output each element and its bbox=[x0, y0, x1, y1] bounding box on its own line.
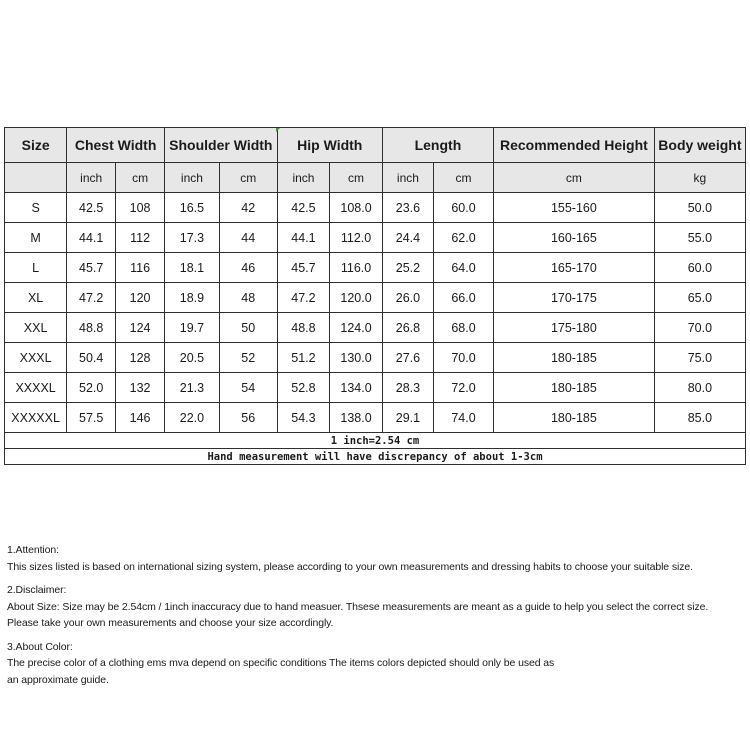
value-cell: 21.3 bbox=[165, 373, 220, 403]
value-cell: 134.0 bbox=[330, 373, 383, 403]
col-header-body-weight: Body weight bbox=[654, 128, 745, 163]
note-line: About Size: Size may be 2.54cm / 1inch inaccuracy due to hand measuer. Thsese measurements are meant as a guide to help you select the correct size. bbox=[7, 600, 709, 613]
table-row bbox=[5, 343, 746, 373]
value-cell: 55.0 bbox=[654, 223, 745, 253]
value-cell: 22.0 bbox=[165, 403, 220, 433]
green-cell-marker-icon bbox=[276, 128, 280, 132]
value-cell: 48.8 bbox=[277, 313, 330, 343]
value-cell: 29.1 bbox=[382, 403, 433, 433]
value-cell: 52.8 bbox=[277, 373, 330, 403]
value-cell: 20.5 bbox=[165, 343, 220, 373]
note-heading: 3.About Color: bbox=[7, 640, 73, 653]
value-cell: 48 bbox=[219, 283, 277, 313]
value-cell: 130.0 bbox=[330, 343, 383, 373]
value-cell: 50.4 bbox=[67, 343, 116, 373]
size-cell: XXXXXL bbox=[5, 403, 67, 433]
value-cell: 124 bbox=[116, 313, 165, 343]
value-cell: 54 bbox=[219, 373, 277, 403]
value-cell: 44 bbox=[219, 223, 277, 253]
value-cell: 155-160 bbox=[494, 193, 655, 223]
unit-header-height-cm: cm bbox=[494, 163, 655, 193]
notes-block bbox=[7, 542, 749, 695]
note-heading: 2.Disclaimer: bbox=[7, 584, 67, 596]
unit-header-weight-kg: kg bbox=[654, 163, 745, 193]
value-cell: 18.9 bbox=[165, 283, 220, 313]
value-cell: 132 bbox=[116, 373, 165, 403]
value-cell: 42.5 bbox=[277, 193, 330, 223]
conversion-note-row bbox=[5, 433, 746, 449]
value-cell: 62.0 bbox=[433, 223, 493, 253]
unit-header-empty bbox=[5, 163, 67, 193]
value-cell: 42 bbox=[219, 193, 277, 223]
col-header-hip-width: Hip Width bbox=[277, 128, 382, 163]
value-cell: 52 bbox=[219, 343, 277, 373]
value-cell: 28.3 bbox=[382, 373, 433, 403]
value-cell: 26.8 bbox=[382, 313, 433, 343]
col-header-length: Length bbox=[382, 128, 493, 163]
unit-header-shoulder-inch: inch bbox=[165, 163, 220, 193]
value-cell: 68.0 bbox=[433, 313, 493, 343]
value-cell: 180-185 bbox=[494, 343, 655, 373]
value-cell: 116.0 bbox=[330, 253, 383, 283]
notes-section-disclaimer bbox=[7, 582, 749, 632]
value-cell: 112.0 bbox=[330, 223, 383, 253]
table-row bbox=[5, 283, 746, 313]
value-cell: 57.5 bbox=[67, 403, 116, 433]
size-chart bbox=[4, 127, 746, 465]
note-line: This sizes listed is based on international sizing system, please according to your own measurements and dressing habits to choose your suitable size. bbox=[7, 560, 693, 573]
value-cell: 47.2 bbox=[67, 283, 116, 313]
value-cell: 80.0 bbox=[654, 373, 745, 403]
value-cell: 46 bbox=[219, 253, 277, 283]
value-cell: 25.2 bbox=[382, 253, 433, 283]
value-cell: 52.0 bbox=[67, 373, 116, 403]
value-cell: 45.7 bbox=[277, 253, 330, 283]
value-cell: 48.8 bbox=[67, 313, 116, 343]
col-header-size: Size bbox=[5, 128, 67, 163]
value-cell: 180-185 bbox=[494, 403, 655, 433]
value-cell: 42.5 bbox=[67, 193, 116, 223]
value-cell: 70.0 bbox=[433, 343, 493, 373]
col-header-recommended-height: Recommended Height bbox=[494, 128, 655, 163]
discrepancy-note: Hand measurement will have discrepancy of about 1-3cm bbox=[5, 449, 746, 465]
notes-section-attention bbox=[7, 542, 749, 575]
value-cell: 138.0 bbox=[330, 403, 383, 433]
value-cell: 51.2 bbox=[277, 343, 330, 373]
value-cell: 50.0 bbox=[654, 193, 745, 223]
value-cell: 16.5 bbox=[165, 193, 220, 223]
unit-header-chest-inch: inch bbox=[67, 163, 116, 193]
value-cell: 124.0 bbox=[330, 313, 383, 343]
note-line: Please take your own measurements and choose your size accordingly. bbox=[7, 617, 334, 629]
value-cell: 26.0 bbox=[382, 283, 433, 313]
value-cell: 160-165 bbox=[494, 223, 655, 253]
unit-header-length-inch: inch bbox=[382, 163, 433, 193]
value-cell: 60.0 bbox=[654, 253, 745, 283]
value-cell: 180-185 bbox=[494, 373, 655, 403]
value-cell: 24.4 bbox=[382, 223, 433, 253]
size-cell: L bbox=[5, 253, 67, 283]
table-row bbox=[5, 223, 746, 253]
size-table-body bbox=[5, 193, 746, 433]
value-cell: 18.1 bbox=[165, 253, 220, 283]
table-row bbox=[5, 193, 746, 223]
header-row-main bbox=[5, 128, 746, 163]
value-cell: 54.3 bbox=[277, 403, 330, 433]
unit-header-chest-cm: cm bbox=[116, 163, 165, 193]
value-cell: 128 bbox=[116, 343, 165, 373]
value-cell: 65.0 bbox=[654, 283, 745, 313]
value-cell: 44.1 bbox=[67, 223, 116, 253]
unit-header-hip-inch: inch bbox=[277, 163, 330, 193]
size-cell: S bbox=[5, 193, 67, 223]
value-cell: 64.0 bbox=[433, 253, 493, 283]
size-cell: XXL bbox=[5, 313, 67, 343]
value-cell: 66.0 bbox=[433, 283, 493, 313]
value-cell: 75.0 bbox=[654, 343, 745, 373]
size-cell: XXXXL bbox=[5, 373, 67, 403]
unit-header-length-cm: cm bbox=[433, 163, 493, 193]
value-cell: 72.0 bbox=[433, 373, 493, 403]
value-cell: 45.7 bbox=[67, 253, 116, 283]
table-row bbox=[5, 403, 746, 433]
value-cell: 85.0 bbox=[654, 403, 745, 433]
value-cell: 47.2 bbox=[277, 283, 330, 313]
value-cell: 120.0 bbox=[330, 283, 383, 313]
value-cell: 50 bbox=[219, 313, 277, 343]
size-chart-table bbox=[4, 127, 746, 465]
size-cell: XL bbox=[5, 283, 67, 313]
header-row-units bbox=[5, 163, 746, 193]
value-cell: 116 bbox=[116, 253, 165, 283]
unit-header-hip-cm: cm bbox=[330, 163, 383, 193]
value-cell: 120 bbox=[116, 283, 165, 313]
col-header-shoulder-width: Shoulder Width bbox=[165, 128, 278, 163]
value-cell: 27.6 bbox=[382, 343, 433, 373]
note-line: The precise color of a clothing ems mva depend on specific conditions The items colors depicted should only be used as bbox=[7, 657, 555, 669]
value-cell: 108 bbox=[116, 193, 165, 223]
value-cell: 17.3 bbox=[165, 223, 220, 253]
size-cell: M bbox=[5, 223, 67, 253]
size-cell: XXXL bbox=[5, 343, 67, 373]
note-heading: 1.Attention: bbox=[7, 544, 59, 556]
discrepancy-note-row bbox=[5, 449, 746, 465]
notes-section-about-color bbox=[7, 639, 749, 689]
value-cell: 108.0 bbox=[330, 193, 383, 223]
conversion-note: 1 inch=2.54 cm bbox=[5, 433, 746, 449]
table-row bbox=[5, 313, 746, 343]
col-header-chest-width: Chest Width bbox=[67, 128, 165, 163]
value-cell: 170-175 bbox=[494, 283, 655, 313]
unit-header-shoulder-cm: cm bbox=[219, 163, 277, 193]
value-cell: 44.1 bbox=[277, 223, 330, 253]
table-row bbox=[5, 253, 746, 283]
value-cell: 112 bbox=[116, 223, 165, 253]
value-cell: 60.0 bbox=[433, 193, 493, 223]
value-cell: 74.0 bbox=[433, 403, 493, 433]
value-cell: 70.0 bbox=[654, 313, 745, 343]
value-cell: 165-170 bbox=[494, 253, 655, 283]
table-row bbox=[5, 373, 746, 403]
value-cell: 19.7 bbox=[165, 313, 220, 343]
value-cell: 23.6 bbox=[382, 193, 433, 223]
note-line: an approximate guide. bbox=[7, 673, 109, 686]
value-cell: 56 bbox=[219, 403, 277, 433]
value-cell: 146 bbox=[116, 403, 165, 433]
value-cell: 175-180 bbox=[494, 313, 655, 343]
